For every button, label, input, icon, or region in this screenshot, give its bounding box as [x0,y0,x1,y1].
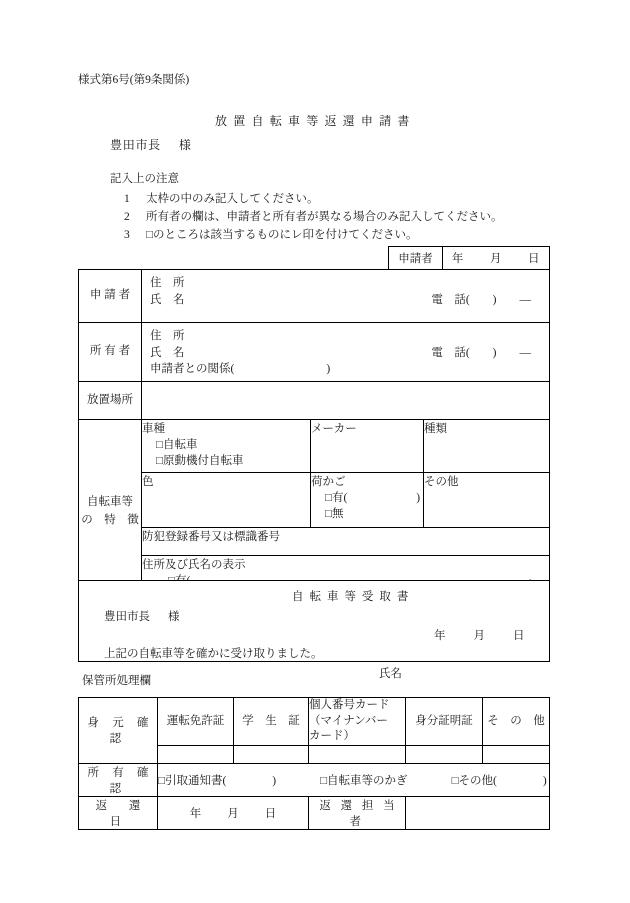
identity-value-other[interactable] [483,745,550,763]
receipt-addressee-honorific: 様 [168,611,180,623]
date-strip-fields[interactable] [443,247,549,269]
table-row-identity-header [79,698,550,746]
table-row-color [79,473,550,528]
identity-column-drivers-license: 運転免許証 [158,698,234,746]
vehicle-type-cell[interactable] [142,420,311,473]
identity-value-mynumber-card[interactable] [309,745,406,763]
receipt-year-label: 年 [434,630,446,642]
year-label: 年 [451,253,464,265]
note-number: 3 [124,229,130,241]
table-row-return [79,796,550,829]
ownership-check-label: 所 有 確 認 [79,763,158,796]
maker-label: メーカー [311,423,357,435]
return-date-fields[interactable] [158,796,309,829]
checkbox-moped[interactable]: □原動機付自転車 [156,455,244,467]
mynumber-line1: 個人番号カード [309,699,390,711]
place-value-cell[interactable] [142,382,550,420]
return-year-label: 年 [189,807,202,820]
table-row-ownership [79,763,550,796]
note-number: 1 [124,193,130,205]
receipt-box [78,580,550,680]
owner-name-label: 氏 名 [150,346,185,359]
date-strip-label: 申請者 [389,247,443,269]
registration-cell[interactable] [142,528,550,556]
table-row-owner [79,323,550,382]
note-number: 2 [124,211,130,223]
table-row-vehicle-type [79,420,550,473]
receipt-date-fields[interactable] [434,627,525,643]
identity-value-drivers-license[interactable] [158,745,234,763]
addressee-honorific: 様 [178,138,191,152]
mynumber-line3: カード） [309,730,355,743]
receipt-name-label: 氏名 [379,668,402,680]
owner-relation-label: 申請者との関係( ) [150,363,331,376]
application-main-table [78,269,550,605]
mynumber-line2: （マイナンバー [309,714,388,727]
page-title: 放置自転車等返還申請書 [215,114,416,128]
return-date-label: 返 還 日 [79,796,158,829]
receipt-addressee [104,608,180,624]
checkbox-basket-no[interactable]: □無 [325,508,344,520]
checkbox-pickup-notice[interactable]: □引取通知書( ) [158,774,277,787]
row-label-applicant: 申 請 者 [79,270,142,323]
table-row-place [79,382,550,420]
receipt-addressee-name: 豊田市長 [104,611,150,623]
row-label-owner: 所 有 者 [79,323,142,382]
return-staff-value[interactable] [406,796,550,829]
form-number: 様式第6号(第9条関係) [78,74,190,86]
owner-phone-label: 電 話( ) ― [431,347,531,359]
application-date-strip [388,246,550,270]
features-label-line1: 自転車等 [87,496,133,509]
other-feature-cell[interactable] [424,473,550,528]
note-item [124,208,503,224]
month-label: 月 [489,253,503,265]
row-label-features [79,420,142,605]
note-item [124,190,319,206]
return-day-label: 日 [264,807,277,820]
addressee-name: 豊田市長 [110,138,161,152]
storage-processing-table [78,697,550,830]
applicant-fields-cell[interactable] [142,270,550,323]
maker-cell[interactable] [311,420,424,473]
other-feature-label: その他 [424,476,459,488]
table-row-applicant [79,270,550,323]
note-text: 太枠の中のみ記入してください。 [146,193,319,205]
notes-title: 記入上の注意 [110,173,179,185]
receipt-day-label: 日 [513,630,525,642]
identity-column-student-id: 学 生 証 [234,698,309,746]
checkbox-ownership-other[interactable]: □その他( ) [451,774,547,787]
registration-label: 防犯登録番号又は標識番号 [142,531,280,543]
basket-cell[interactable] [311,473,424,528]
receipt-statement: 上記の自転車等を確かに受け取りました。 [104,648,323,660]
owner-fields-cell[interactable] [142,323,550,382]
checkbox-vehicle-key[interactable]: □自転車等のかぎ [320,774,408,787]
note-item [124,226,417,242]
identity-value-student-id[interactable] [234,745,309,763]
identity-column-mynumber-card [309,698,406,746]
applicant-phone-label: 電 話( ) ― [431,294,531,306]
checkbox-bicycle[interactable]: □自転車 [156,439,198,451]
basket-label: 荷かご [311,476,346,488]
features-label-line2: の 特 徴 [81,514,139,526]
row-label-place: 放置場所 [79,382,142,420]
note-text: □のところは該当するものにレ印を付けてください。 [146,229,418,241]
identity-check-label: 身 元 確 認 [79,698,158,764]
note-text: 所有者の欄は、申請者と所有者が異なる場合のみ記入してください。 [146,211,503,223]
owner-address-label: 住 所 [150,330,185,342]
applicant-address-label: 住 所 [150,277,185,289]
table-row-registration [79,528,550,556]
place-value [142,382,549,419]
identity-column-id-certificate: 身分証明証 [406,698,483,746]
vehicle-type-label: 車種 [142,423,165,435]
return-month-label: 月 [227,807,239,820]
ownership-options-cell[interactable] [158,763,550,796]
kind-cell[interactable] [424,420,550,473]
identity-value-id-certificate[interactable] [406,745,483,763]
color-label: 色 [142,476,154,488]
receipt-month-label: 月 [473,630,485,642]
storage-section-title: 保管所処理欄 [82,675,151,687]
day-label: 日 [528,253,541,265]
return-staff-label: 返 還 担 当 者 [309,796,406,829]
receipt-title: 自転車等受取書 [292,591,415,603]
kind-label: 種類 [424,423,447,435]
identity-column-other: そ の 他 [483,698,550,746]
addressee [110,136,191,153]
display-label: 住所及び氏名の表示 [142,559,246,571]
color-cell[interactable] [142,473,311,528]
applicant-name-label: 氏 名 [150,293,185,306]
checkbox-basket-yes[interactable]: □有( ) [325,492,421,504]
